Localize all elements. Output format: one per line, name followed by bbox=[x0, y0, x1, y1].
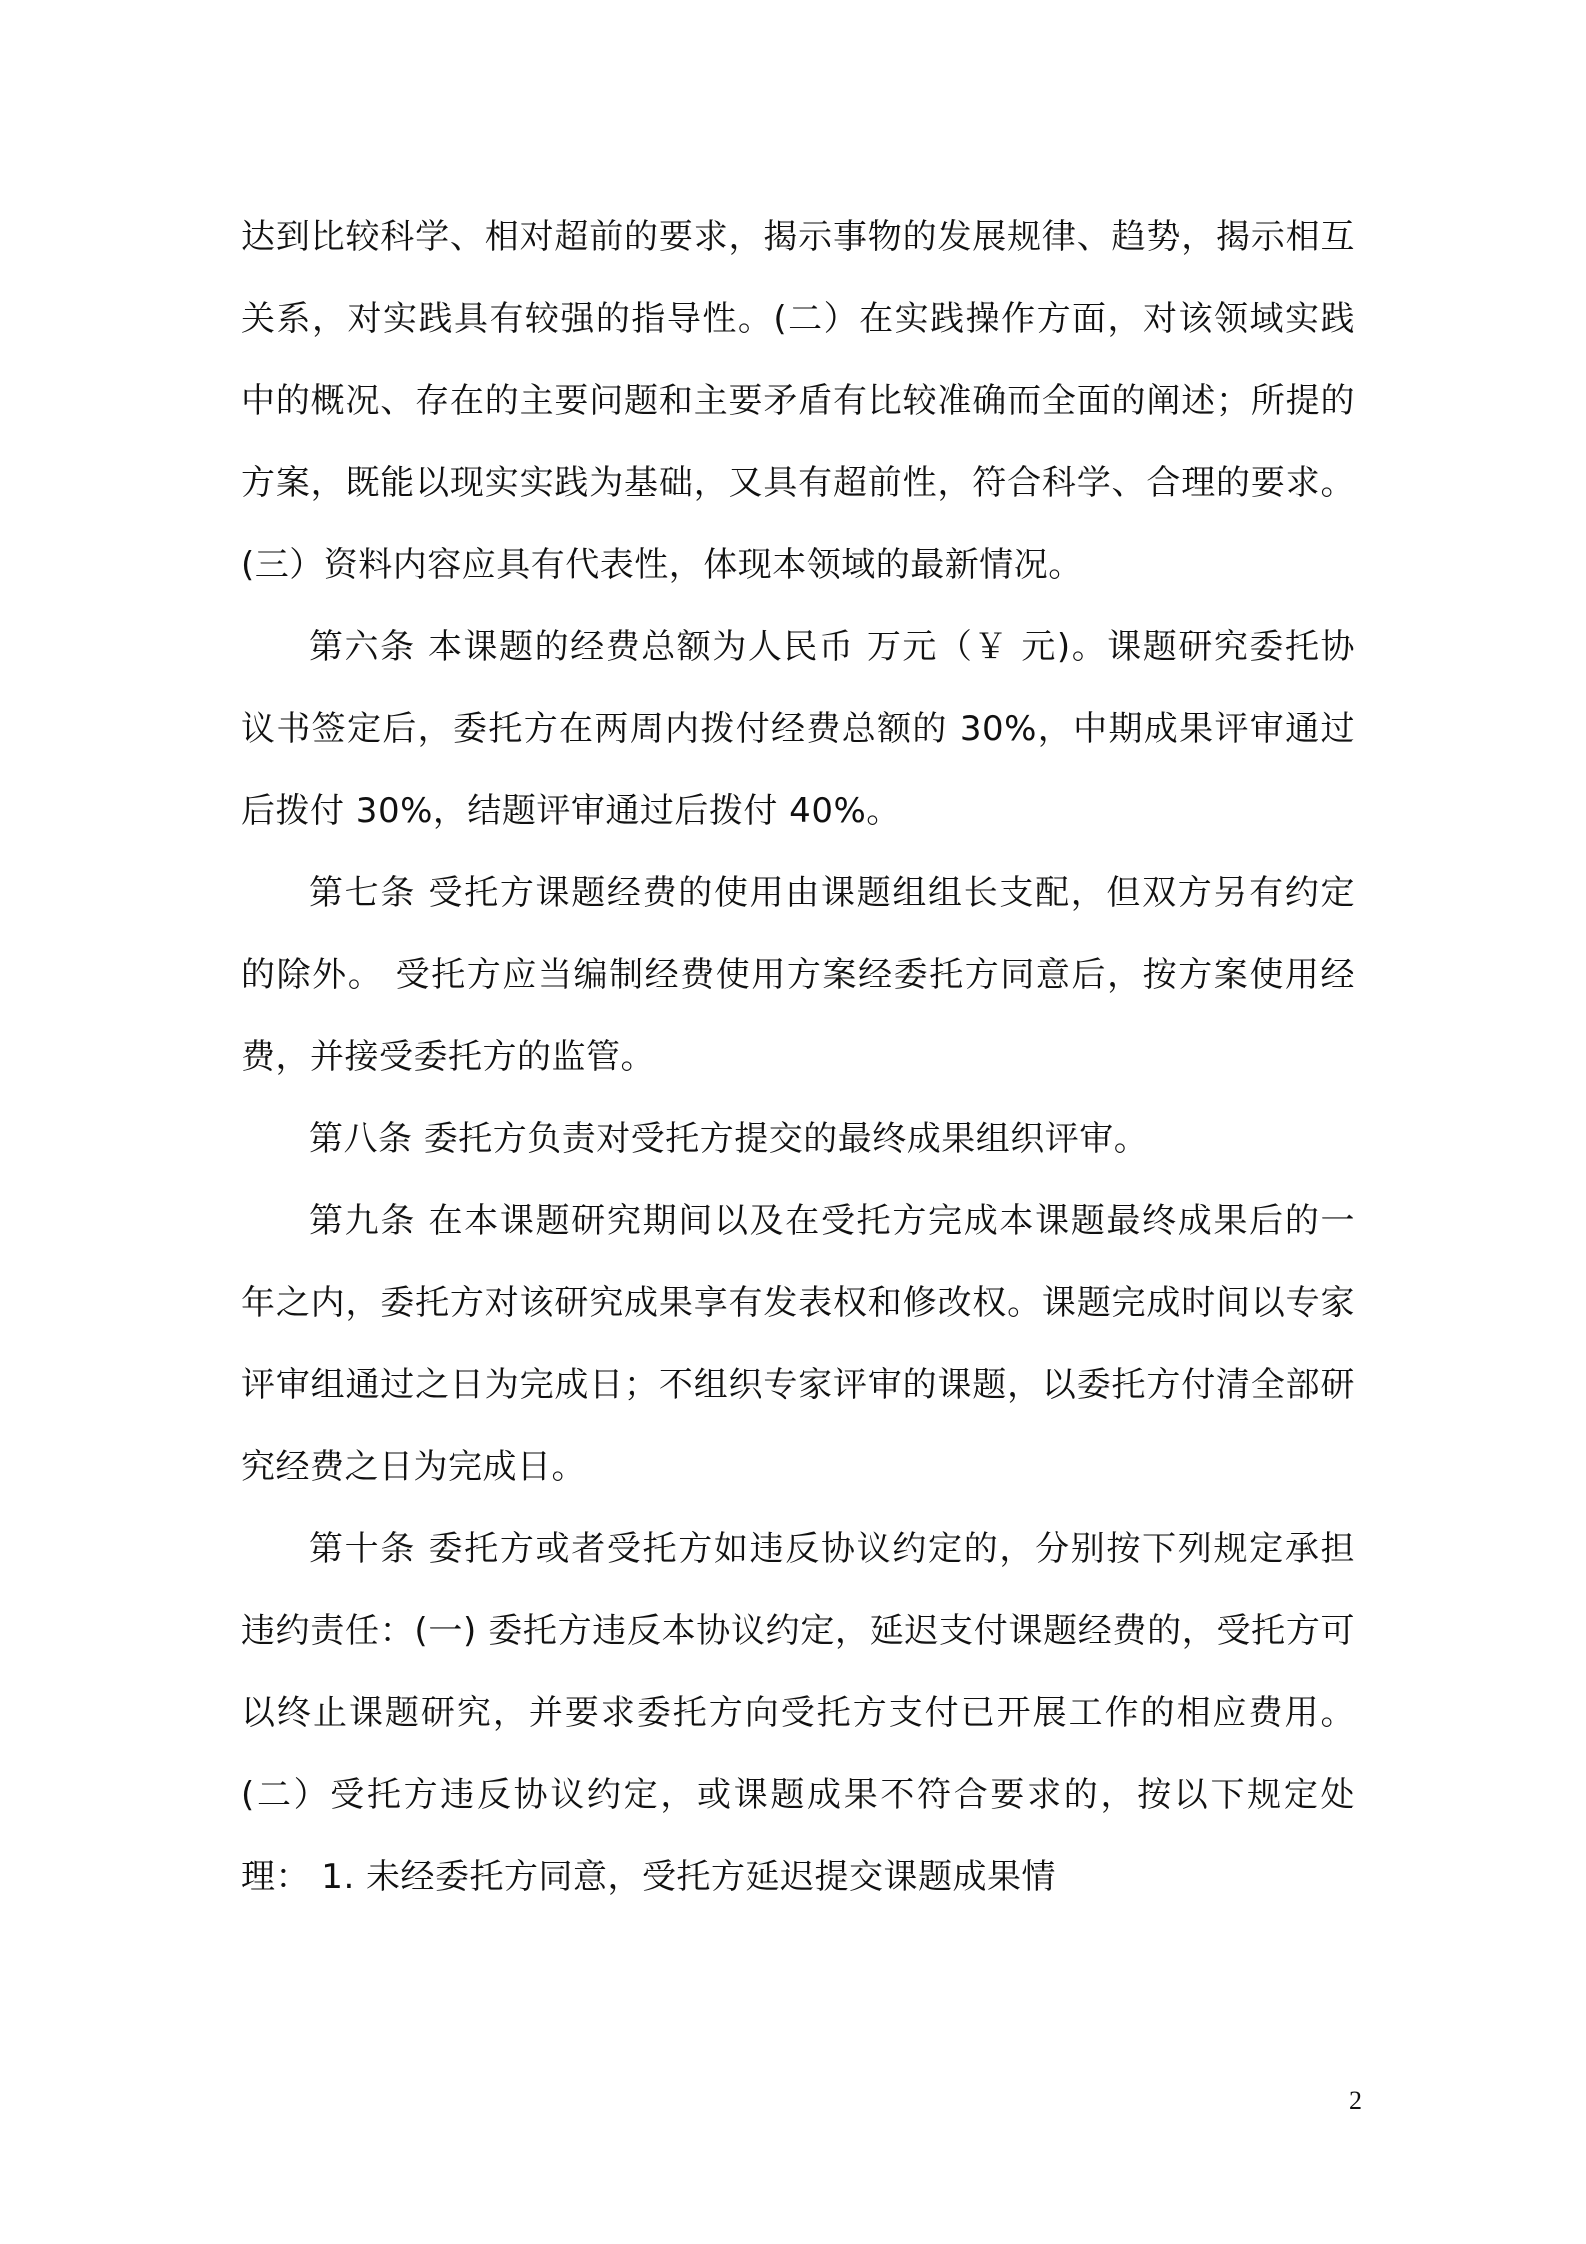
document-body bbox=[241, 196, 1355, 1918]
page-number: 2 bbox=[1349, 2086, 1362, 2115]
paragraph-article-6: 第六条 本课题的经费总额为人民币 万元（￥ 元)。课题研究委托协议书签定后，委托方在两周内拨付经费总额的 30%，中期成果评审通过后拨付 30%，结题评审通过后拨付 40%。 bbox=[241, 627, 1355, 831]
paragraph-article-8: 第八条 委托方负责对受托方提交的最终成果组织评审。 bbox=[309, 1119, 1149, 1159]
paragraph-article-10: 第十条 委托方或者受托方如违反协议约定的，分别按下列规定承担违约责任：(一) 委托方违反本协议约定，延迟支付课题经费的，受托方可以终止课题研究，并要求委托方向受托方支付已开展工作的相应费用。(二）受托方违反协议约定，或课题成果不符合要求的，按以下规定处理： 1. 未经委托方同意，受托方延迟提交课题成果情 bbox=[241, 1529, 1355, 1897]
paragraph-continuation: 达到比较科学、相对超前的要求，揭示事物的发展规律、趋势，揭示相互关系，对实践具有较强的指导性。(二）在实践操作方面，对该领域实践中的概况、存在的主要问题和主要矛盾有比较准确而全面的阐述；所提的方案，既能以现实实践为基础，又具有超前性，符合科学、合理的要求。(三）资料内容应具有代表性，体现本领域的最新情况。 bbox=[241, 217, 1355, 585]
paragraph-article-9: 第九条 在本课题研究期间以及在受托方完成本课题最终成果后的一年之内，委托方对该研究成果享有发表权和修改权。课题完成时间以专家评审组通过之日为完成日；不组织专家评审的课题，以委托方付清全部研究经费之日为完成日。 bbox=[241, 1201, 1355, 1487]
paragraph-article-7: 第七条 受托方课题经费的使用由课题组组长支配，但双方另有约定的除外。 受托方应当编制经费使用方案经委托方同意后，按方案使用经费，并接受委托方的监管。 bbox=[241, 873, 1355, 1077]
